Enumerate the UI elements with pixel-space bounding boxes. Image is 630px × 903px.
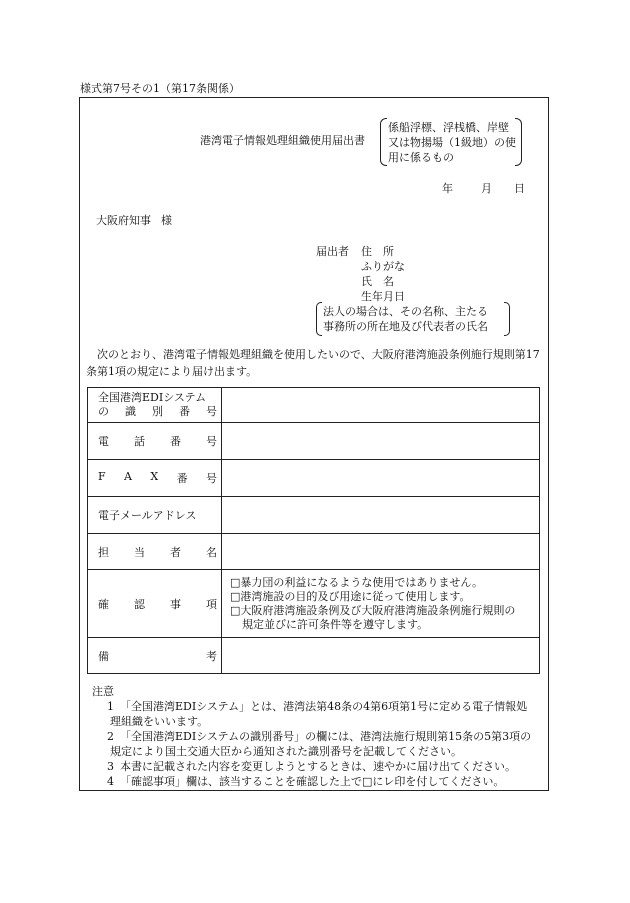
right-bracket xyxy=(504,302,510,336)
title-block xyxy=(200,118,530,164)
bracket-line-3: 用に係るもの xyxy=(388,151,454,164)
email-label: 電子メールアドレス xyxy=(88,497,222,534)
row-person xyxy=(88,534,540,570)
left-bracket xyxy=(380,118,387,166)
row-email xyxy=(88,497,540,534)
tel-field[interactable] xyxy=(222,423,540,460)
row-fax xyxy=(88,460,540,497)
confirm-item-1[interactable]: □暴力団の利益になるような使用ではありません。 xyxy=(230,575,484,589)
addressee-name: 大阪府知事 xyxy=(96,214,151,227)
notes-heading: 注意 xyxy=(92,685,114,698)
intro-text: 次のとおり、港湾電子情報処理組織を使用したいので、大阪府港湾施設条例施行規則第17条第1項の規定により届け出ます。 xyxy=(86,348,540,378)
bracket-line-2: 又は物揚場（1級地）の使 xyxy=(388,136,516,149)
row-tel xyxy=(88,423,540,460)
email-field[interactable] xyxy=(222,497,540,534)
form-title: 港湾電子情報処理組織使用届出書 xyxy=(200,134,365,147)
info-table xyxy=(87,387,540,674)
edi-id-label-line2: の 識 別 番 号 xyxy=(98,405,217,418)
confirm-items xyxy=(222,570,540,638)
confirm-label: 確 認 事 項 xyxy=(88,570,222,638)
form-number: 様式第7号その1（第17条関係） xyxy=(80,82,240,95)
bracket-line-1: 係船浮標、浮桟橋、岸壁 xyxy=(388,121,509,134)
right-bracket xyxy=(515,118,522,166)
note-3: 3 本書に記載された内容を変更しようとするときは、速やかに届け出てください。 xyxy=(107,760,516,773)
fax-label: F A X 番 号 xyxy=(88,460,222,497)
note-2: 2 「全国港湾EDIシステムの識別番号」の欄には、港湾法施行規則第15条の5第3項の 規定により国土交通大臣から通知された識別番号を記載してください。 xyxy=(107,730,532,758)
confirm-item-2[interactable]: □港湾施設の目的及び用途に従って使用します。 xyxy=(230,589,471,603)
edi-id-label xyxy=(88,388,222,423)
applicant-furigana-label: ふりがな xyxy=(361,260,405,273)
edi-id-label-line1: 全国港湾EDIシステム xyxy=(98,391,207,404)
confirm-item-3-cont: 規定並びに許可条件等を遵守します。 xyxy=(242,617,429,631)
note-4: 4 「確認事項」欄は、該当することを確認した上で□にレ印を付してください。 xyxy=(107,775,505,788)
row-edi-id xyxy=(88,388,540,423)
fax-field[interactable] xyxy=(222,460,540,497)
date-day: 日 xyxy=(514,182,525,195)
tel-label: 電 話 番 号 xyxy=(88,423,222,460)
applicant-name-label: 氏 名 xyxy=(361,275,394,288)
applicant-address-label: 住 所 xyxy=(361,245,394,258)
date-month: 月 xyxy=(481,182,492,195)
corporation-note xyxy=(316,302,510,334)
person-label: 担 当 者 名 xyxy=(88,534,222,570)
notes-section xyxy=(92,684,547,789)
edi-id-field[interactable] xyxy=(222,388,540,423)
corp-note-line-2: 事務所の所在地及び代表者の氏名 xyxy=(323,320,488,333)
corp-note-line-1: 法人の場合は、その名称、主たる xyxy=(323,305,488,318)
addressee-honorific: 様 xyxy=(161,214,172,227)
applicant-birthdate-label: 生年月日 xyxy=(361,290,405,303)
date-year: 年 xyxy=(442,182,453,195)
addressee xyxy=(96,212,172,228)
row-remarks xyxy=(88,638,540,674)
person-field[interactable] xyxy=(222,534,540,570)
note-1: 1 「全国港湾EDIシステム」とは、港湾法第48条の4第6項第1号に定める電子情報処 理組織をいいます。 xyxy=(107,700,528,728)
row-confirm xyxy=(88,570,540,638)
left-bracket xyxy=(316,302,322,336)
remarks-field[interactable] xyxy=(222,638,540,674)
remarks-label: 備 考 xyxy=(88,638,222,674)
title-bracket-note xyxy=(380,118,522,164)
confirm-item-3[interactable]: □大阪府港湾施設条例及び大阪府港湾施設条例施行規則の xyxy=(230,603,516,617)
applicant-label: 届出者 xyxy=(316,245,349,258)
